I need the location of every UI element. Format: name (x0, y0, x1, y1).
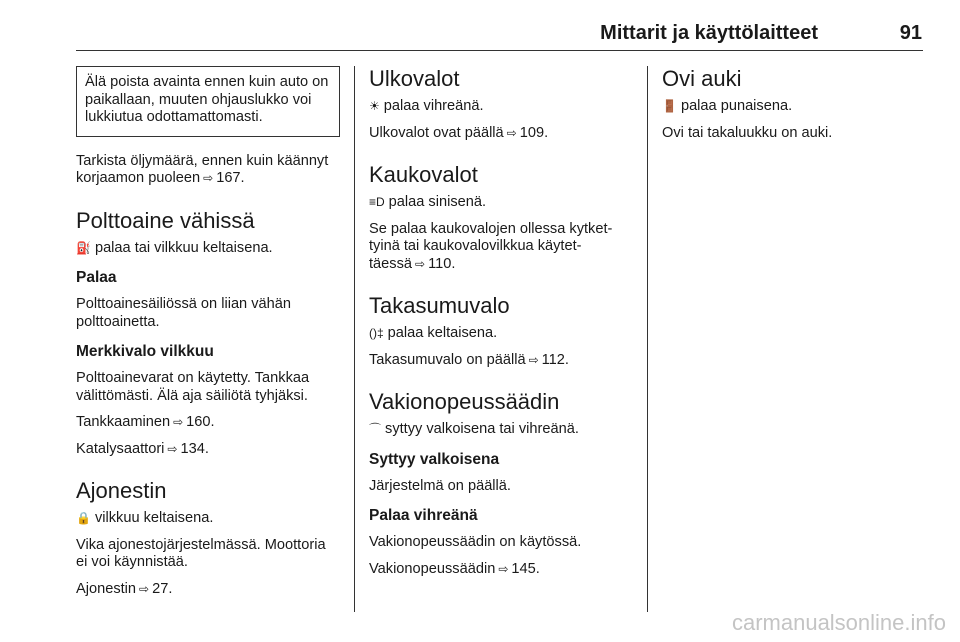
column-2 (369, 66, 637, 587)
page-ref-arrow-icon: ⇨ (498, 561, 509, 576)
exterior-heading: Ulkovalot (369, 66, 460, 91)
page-ref[interactable]: 112. (541, 351, 569, 368)
page-ref[interactable]: 110. (428, 255, 456, 272)
warning-text: Älä poista avainta ennen kuin auto on paikallaan, muuten ohjauslukko voi lukkiutua odottamattomasti. (85, 74, 329, 125)
page-ref-arrow-icon: ⇨ (203, 171, 214, 185)
exterior-lights-icon: ☀ (369, 99, 380, 113)
cruise-sub2-text: Vakionopeussäädin on käytössä. (369, 534, 582, 550)
watermark: carmanualsonline.info (731, 610, 946, 635)
immobilizer-heading: Ajonestin (76, 478, 167, 503)
column-divider-1 (354, 66, 355, 612)
highbeam-heading: Kaukovalot (369, 162, 478, 187)
fuel-ref1: Tankkaaminen ⇨ 160. (76, 414, 215, 430)
oil-paragraph: Tarkista öljymäärä, ennen kuin käännyt korjaamon puoleen ⇨ 167. (76, 152, 329, 186)
immobilizer-ref: Ajonestin ⇨ 27. (76, 580, 173, 597)
cruise-sub1-heading: Syttyy valkoisena (369, 450, 500, 468)
rearfog-intro: ()‡ palaa keltaisena. (369, 325, 498, 341)
rear-fog-icon: ()‡ (369, 326, 384, 340)
exterior-text: Ulkovalot ovat päällä ⇨ 109. (369, 124, 549, 141)
door-heading: Ovi auki (662, 66, 742, 91)
door-text: Ovi tai takaluukku on auki. (662, 124, 833, 141)
car-lock-icon: 🔒 (76, 511, 91, 525)
column-divider-2 (647, 66, 648, 612)
page-number: 91 (899, 22, 922, 44)
exterior-intro: ☀ palaa vihreänä. (369, 98, 484, 114)
fuel-intro: ⛽ palaa tai vilkkuu keltaisena. (76, 239, 273, 256)
page-ref-arrow-icon: ⇨ (139, 581, 150, 596)
page-ref[interactable]: 160. (186, 414, 215, 430)
fuel-heading: Polttoaine vähissä (76, 207, 255, 233)
column-1 (76, 66, 340, 607)
header-divider (76, 50, 923, 51)
rearfog-text: Takasumuvalo on päällä ⇨ 112. (369, 351, 569, 368)
fuel-sub1-heading: Palaa (76, 269, 117, 286)
column-3 (662, 66, 922, 151)
highbeam-intro: ≡D palaa sinisenä. (369, 194, 487, 210)
page-ref-arrow-icon: ⇨ (415, 256, 426, 271)
page-ref[interactable]: 145. (511, 560, 540, 577)
highbeam-text: Se palaa kaukovalojen ollessa kytkettyinä tai kaukovalovilkkua käytettäessä ⇨ 110. (369, 220, 613, 272)
cruise-control-icon: ⌒ (369, 422, 382, 436)
cruise-heading: Vakionopeussäädin (369, 389, 560, 414)
cruise-sub1-text: Järjestelmä on päällä. (369, 477, 511, 494)
immobilizer-text: Vika ajonestojärjestelmässä. Moottoria ei voi käynnistää. (76, 536, 326, 570)
fuel-sub2-heading: Merkkivalo vilkkuu (76, 343, 214, 360)
page-ref[interactable]: 27. (152, 580, 173, 597)
page-ref-arrow-icon: ⇨ (173, 415, 184, 429)
fuel-sub1-text: Polttoainesäiliössä on liian vähän polttoainetta. (76, 296, 291, 330)
warning-box (76, 66, 340, 137)
rearfog-heading: Takasumuvalo (369, 293, 510, 318)
door-intro: 🚪 palaa punaisena. (662, 98, 793, 114)
high-beam-icon: ≡D (369, 195, 385, 209)
fuel-sub2-text: Polttoainevarat on käytetty. Tankkaa välittömästi. Älä aja säiliötä tyhjäksi. (76, 370, 310, 404)
fuel-ref2: Katalysaattori ⇨ 134. (76, 440, 209, 457)
cruise-intro: ⌒ syttyy valkoisena tai vihreänä. (369, 421, 579, 437)
cruise-sub2-heading: Palaa vihreänä (369, 507, 478, 524)
page-ref[interactable]: 109. (519, 124, 549, 141)
page-ref[interactable]: 134. (180, 440, 209, 457)
immobilizer-intro: 🔒 vilkkuu keltaisena. (76, 510, 214, 526)
page-ref-arrow-icon: ⇨ (506, 125, 517, 140)
page-header-title: Mittarit ja käyttölaitteet (600, 22, 818, 44)
cruise-ref: Vakionopeussäädin ⇨ 145. (369, 560, 540, 577)
fuel-pump-icon: ⛽ (76, 240, 91, 255)
page-ref-arrow-icon: ⇨ (167, 441, 178, 456)
page-ref-arrow-icon: ⇨ (528, 352, 539, 367)
page-ref[interactable]: 167. (216, 170, 245, 186)
door-open-icon: 🚪 (662, 99, 677, 113)
